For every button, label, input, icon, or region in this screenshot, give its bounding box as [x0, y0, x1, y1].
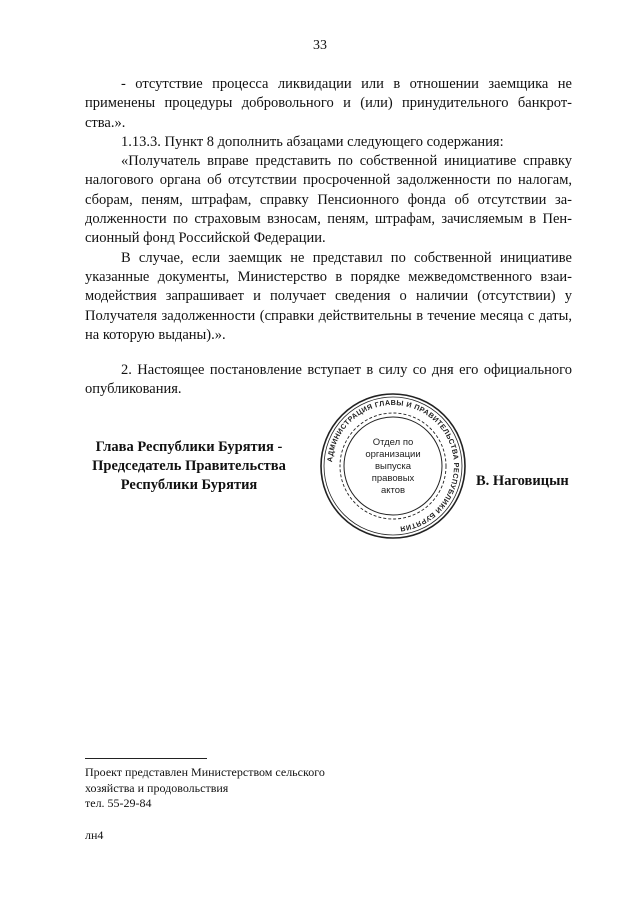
stamp-center-line: организации: [365, 449, 421, 460]
paragraph-borrower-documents: В случае, если заемщик не представил по собственной инициативе указанные документы, Министерство в порядке межведомственного взаимодействия запрашивает и получает сведения о наличии (отсутствии) у Получателя задолженности (справки действительны в течение месяца с даты, на которую выданы).».: [85, 249, 572, 343]
signatory-title-line: Глава Республики Бурятия -: [95, 439, 283, 455]
stamp-ring-text: АДМИНИСТРАЦИЯ ГЛАВЫ И ПРАВИТЕЛЬСТВА РЕСПУБЛИКИ БУРЯТИЯ: [325, 397, 462, 534]
paragraph-clause-1-13-3: 1.13.3. Пункт 8 дополнить абзацами следующего содержания:: [121, 133, 504, 150]
footer-phone: тел. 55-29-84: [85, 796, 152, 810]
stamp-center-line: выпуска: [374, 461, 412, 472]
footer-line: Проект представлен Министерством сельского: [85, 765, 325, 779]
footer-line: хозяйства и продовольствия: [85, 780, 229, 795]
paragraph-liquidation-clause: - отсутствие процесса ликвидации или в отношении заемщика не применены процедуры добровольного и (или) принудительного банкротства.».: [85, 76, 572, 131]
stamp-center-line: актов: [380, 485, 406, 496]
page-number: 33: [313, 38, 327, 53]
signatory-title: [78, 438, 300, 495]
stamp-center-line: Отдел по: [372, 437, 414, 448]
paragraph-effective-date: 2. Настоящее постановление вступает в силу со дня его официального опубликования.: [85, 362, 572, 398]
paragraph-recipient-certificate: «Получатель вправе представить по собственной инициативе справку налогового органа об отсутствии просроченной задолженности по налогам, сборам, пеням, штрафам, справку Пенсионного фонда об отсутствии задолженности по страховым взносам, пеням, штрафам, зачисляемым в Пенсионный фонд Российской Федерации.: [85, 153, 572, 247]
official-stamp: [318, 391, 468, 541]
footnote-divider: [85, 758, 207, 759]
signatory-name: В. Наговицын: [476, 473, 569, 489]
signatory-title-line: Республики Бурятия: [120, 477, 258, 493]
stamp-center-line: правовых: [371, 473, 415, 484]
document-body: [85, 75, 572, 400]
footer-note: [85, 765, 325, 812]
signatory-title-line: Председатель Правительства: [92, 458, 286, 474]
document-code: лн4: [85, 828, 104, 842]
